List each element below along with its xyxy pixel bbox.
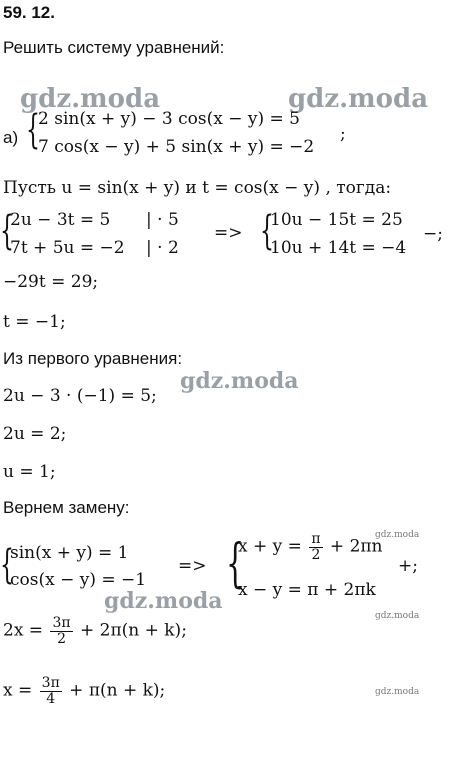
- system1-eq1: 2 sin(x + y) − 3 cos(x − y) = 5: [38, 109, 300, 129]
- system2-eq2: 7t + 5u = −2: [10, 238, 125, 258]
- problem-number: 59. 12.: [3, 3, 55, 22]
- part-label: а): [3, 128, 19, 147]
- system1-tail: ;: [340, 124, 346, 144]
- watermark-logo: gdz.moda: [288, 84, 429, 114]
- watermark-small: gdz.moda: [375, 611, 420, 621]
- system3-tail: −;: [423, 224, 443, 244]
- system4-eq1: sin(x + y) = 1: [10, 543, 129, 563]
- system3-eq1: 10u − 15t = 25: [270, 210, 403, 230]
- system5-eq2: x − y = π + 2πk: [238, 580, 376, 600]
- system3-eq2: 10u + 14t = −4: [270, 238, 407, 258]
- watermark-small: gdz.moda: [375, 687, 420, 697]
- equation-2x: 2x = $\frac{3\pi}{2}$ + 2π(n + k);: [3, 615, 187, 647]
- equation-line: 2u = 2;: [3, 424, 67, 444]
- equation-line: 2u − 3 · (−1) = 5;: [3, 386, 157, 406]
- system2-eq1: 2u − 3t = 5: [10, 210, 111, 230]
- watermark-logo: gdz.moda: [180, 368, 299, 394]
- arrow-implies: =>: [214, 223, 243, 243]
- system3-brace: {: [260, 208, 274, 254]
- task-heading: Решить систему уравнений:: [3, 38, 225, 57]
- equation-line: −29t = 29;: [3, 272, 99, 292]
- system2-eq1-mult: | · 5: [146, 210, 179, 230]
- watermark-logo: gdz.moda: [20, 84, 161, 114]
- system4-eq2: cos(x − y) = −1: [10, 570, 147, 590]
- watermark-small: gdz.moda: [375, 530, 420, 540]
- arrow-implies: =>: [178, 556, 207, 576]
- system1-eq2: 7 cos(x − y) + 5 sin(x + y) = −2: [38, 137, 315, 157]
- equation-line: t = −1;: [3, 312, 66, 332]
- watermark-logo: gdz.moda: [104, 588, 223, 614]
- equation-line: u = 1;: [3, 462, 56, 482]
- system5-brace: {: [226, 534, 245, 594]
- system2-brace: {: [0, 208, 14, 254]
- section-label: Вернем замену:: [3, 498, 130, 517]
- section-label: Из первого уравнения:: [3, 349, 183, 368]
- system2-eq2-mult: | · 2: [146, 238, 179, 258]
- substitution-text: Пусть u = sin(x + y) и t = cos(x − y) , тогда:: [3, 178, 392, 198]
- system5-tail: +;: [398, 556, 418, 576]
- system4-brace: {: [0, 542, 14, 588]
- system1-brace: {: [26, 107, 40, 153]
- equation-x: x = $\frac{3\pi}{4}$ + π(n + k);: [3, 675, 166, 707]
- system5-eq1: x + y = $\frac{\pi}{2}$ + 2πn: [238, 531, 383, 563]
